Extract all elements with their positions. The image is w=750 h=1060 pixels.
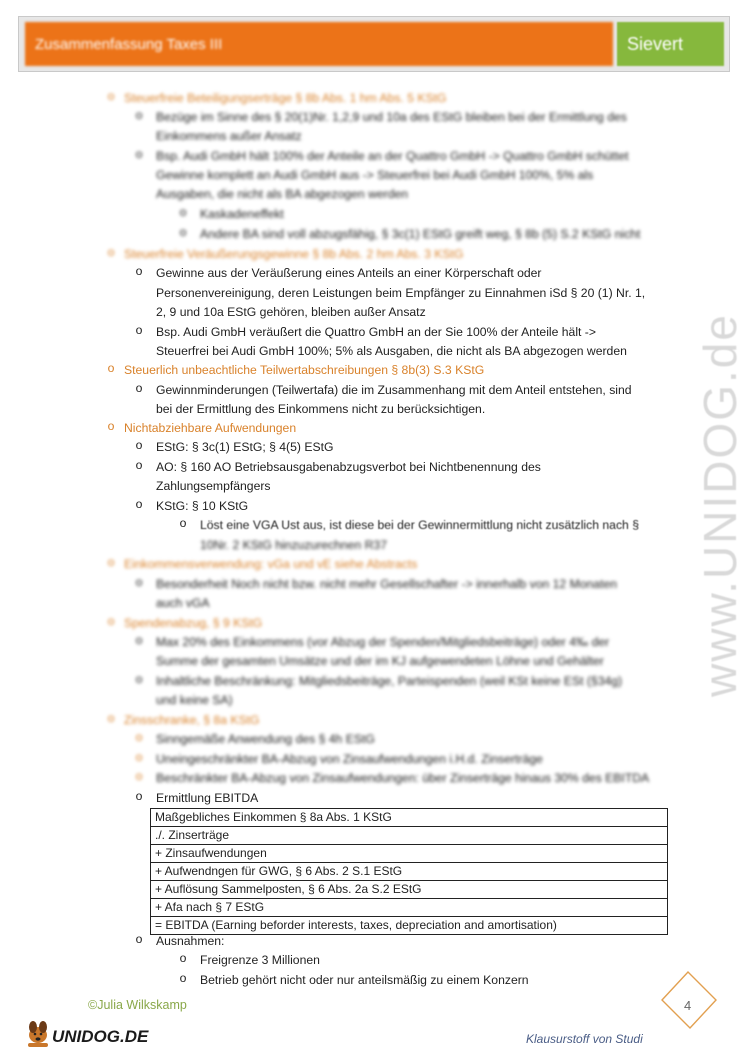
bullet-icon: o [135,147,143,161]
table-row [151,827,668,845]
bullet-icon: o [135,769,143,783]
table-cell: Maßgebliches Einkommen § 8a Abs. 1 KStG [151,809,668,827]
table-cell: = EBITDA (Earning beforder interests, taxes, depreciation and amortisation) [151,917,668,935]
logo-text: UNIDOG.DE [52,1027,149,1046]
table-row [151,899,668,917]
bullet-icon: o [179,971,187,985]
bullet-icon: o [107,245,115,259]
bullet-icon: o [135,108,143,122]
text-line: 10Nr. 2 KStG hinzuzurechnen R37 [200,538,387,552]
text-line: bei der Ermittlung des Einkommens nicht zu berücksichtigen. [156,402,486,416]
text-line: Einkommens außer Ansatz [156,129,302,143]
text-line: Gewinne aus der Veräußerung eines Anteils an einer Körperschaft oder [156,266,542,280]
bullet-icon: o [107,361,115,375]
table-row [151,845,668,863]
table-row [151,809,668,827]
bullet-icon: o [135,264,143,278]
bullet-icon: o [107,555,115,569]
bullet-icon: o [107,89,115,103]
table-cell: ./. Zinserträge [151,827,668,845]
exception-item: Betrieb gehört nicht oder nur anteilsmäßig zu einem Konzern [200,973,529,987]
text-line: Löst eine VGA Ust aus, ist diese bei der Gewinnermittlung nicht zusätzlich nach § [200,518,639,532]
bullet-icon: o [179,225,187,239]
bullet-icon: o [135,750,143,764]
heading-teilwertabschreibungen: Steuerlich unbeachtliche Teilwertabschreibungen § 8b(3) S.3 KStG [124,363,485,377]
text-line: Ausgaben, die nicht als BA abgezogen werden [156,187,409,201]
text-line: Zahlungsempfängers [156,479,271,493]
bullet-icon: o [135,789,143,803]
table-row [151,863,668,881]
bullet-icon: o [107,419,115,433]
text-line: EStG: § 3c(1) EStG; § 4(5) EStG [156,440,334,454]
text-line: Uneingeschränkter BA-Abzug von Zinsaufwendungen i.H.d. Zinserträge [156,752,543,766]
text-line: Personenvereinigung, deren Leistungen beim Empfänger zu Einnahmen iSd § 20 (1) Nr. 1, [156,286,646,300]
bullet-icon: o [135,672,143,686]
table-cell: + Zinsaufwendungen [151,845,668,863]
text-line: Max 20% des Einkommens (vor Abzug der Spenden/Mitgliedsbeiträge) oder 4‰ der [156,635,610,649]
table-cell: + Auflösung Sammelposten, § 6 Abs. 2a S.2 EStG [151,881,668,899]
dog-icon [28,1021,48,1047]
heading-veraeusserungsgewinne: Steuerfreie Veräußerungsgewinne § 8b Abs. 2 hm Abs. 3 KStG [124,247,464,261]
exception-item: Freigrenze 3 Millionen [200,953,320,967]
bullet-icon: o [135,575,143,589]
table-cell: + Aufwendngen für GWG, § 6 Abs. 2 S.1 EStG [151,863,668,881]
text-line: und keine SA) [156,693,233,707]
bullet-icon: o [135,730,143,744]
text-line: Summe der gesamten Umsätze und der im KJ aufgewendeten Löhne und Gehälter [156,654,604,668]
bullet-icon: o [135,438,143,452]
bullet-icon: o [135,458,143,472]
heading-beteiligungsertraege: Steuerfreie Beteiligungserträge § 8b Abs. 1 hm Abs. 5 KStG [124,91,447,105]
watermark: www.UNIDOG.de [694,313,746,697]
exceptions-label: Ausnahmen: [156,934,225,948]
text-line: AO: § 160 AO Betriebsausgabenabzugsverbot bei Nichtbenennung des [156,460,541,474]
table-cell: + Afa nach § 7 EStG [151,899,668,917]
text-line: Sinngemäße Anwendung des § 4h EStG [156,732,375,746]
text-line: Bsp. Audi GmbH hält 100% der Anteile an der Quattro GmbH -> Quattro GmbH schüttet [156,149,629,163]
bullet-icon: o [135,633,143,647]
footer-klausurstoff: Klausurstoff von Studi [526,1032,643,1046]
bullet-icon: o [107,614,115,628]
bullet-icon: o [179,951,187,965]
text-line: Besonderheit Noch nicht bzw. nicht mehr Gesellschafter -> innerhalb von 12 Monaten [156,577,618,591]
bullet-icon: o [135,497,143,511]
text-line: Kaskadeneffekt [200,207,284,221]
text-line: Inhaltliche Beschränkung: Mitgliedsbeiträge, Parteispenden (weil KSt keine ESt (§34g) [156,674,623,688]
text-line: Gewinne komplett an Audi GmbH aus -> Steuerfrei bei Audi GmbH 100%, 5% als [156,168,594,182]
text-line: Gewinnminderungen (Teilwertafa) die im Zusammenhang mit dem Anteil entstehen, sind [156,383,632,397]
header-author: Sievert [617,22,724,66]
heading-spendenabzug: Spendenabzug, § 9 KStG [124,616,263,630]
bullet-icon: o [107,711,115,725]
header-title: Zusammenfassung Taxes III [25,22,613,66]
text-line: 2, 9 und 10a EStG gehören, bleiben außer Ansatz [156,305,426,319]
table-row [151,917,668,935]
ebitda-table [150,808,668,935]
text-line: Bsp. Audi GmbH veräußert die Quattro GmbH an der Sie 100% der Anteile hält -> [156,325,596,339]
unidog-logo [24,1015,164,1049]
ebitda-label: Ermittlung EBITDA [156,791,259,805]
bullet-icon: o [179,205,187,219]
page-number: 4 [684,998,692,1013]
text-line: Steuerfrei bei Audi GmbH 100%; 5% als Ausgaben, die nicht als BA abgezogen werden [156,344,627,358]
heading-einkommensverwendung: Einkommensverwendung: vGa und vE siehe Abstracts [124,557,418,571]
footer-author: ©Julia Wilkskamp [88,998,187,1012]
bullet-icon: o [135,381,143,395]
bullet-icon: o [135,932,143,946]
bullet-icon: o [135,323,143,337]
text-line: KStG: § 10 KStG [156,499,249,513]
heading-nichtabziehbare-aufwendungen: Nichtabziehbare Aufwendungen [124,421,297,435]
table-row [151,881,668,899]
page-header [18,16,730,72]
bullet-icon: o [179,516,187,530]
text-line: auch vGA [156,596,210,610]
text-line: Andere BA sind voll abzugsfähig, § 3c(1) EStG greift weg, § 8b (5) S.2 KStG nicht [200,227,641,241]
text-line: Bezüge im Sinne des § 20(1)Nr. 1,2,9 und 10a des EStG bleiben bei der Ermittlung des [156,110,627,124]
heading-zinsschranke: Zinsschranke, § 8a KStG [124,713,260,727]
text-line: Beschränkter BA-Abzug von Zinsaufwendungen: über Zinserträge hinaus 30% des EBITDA [156,771,650,785]
